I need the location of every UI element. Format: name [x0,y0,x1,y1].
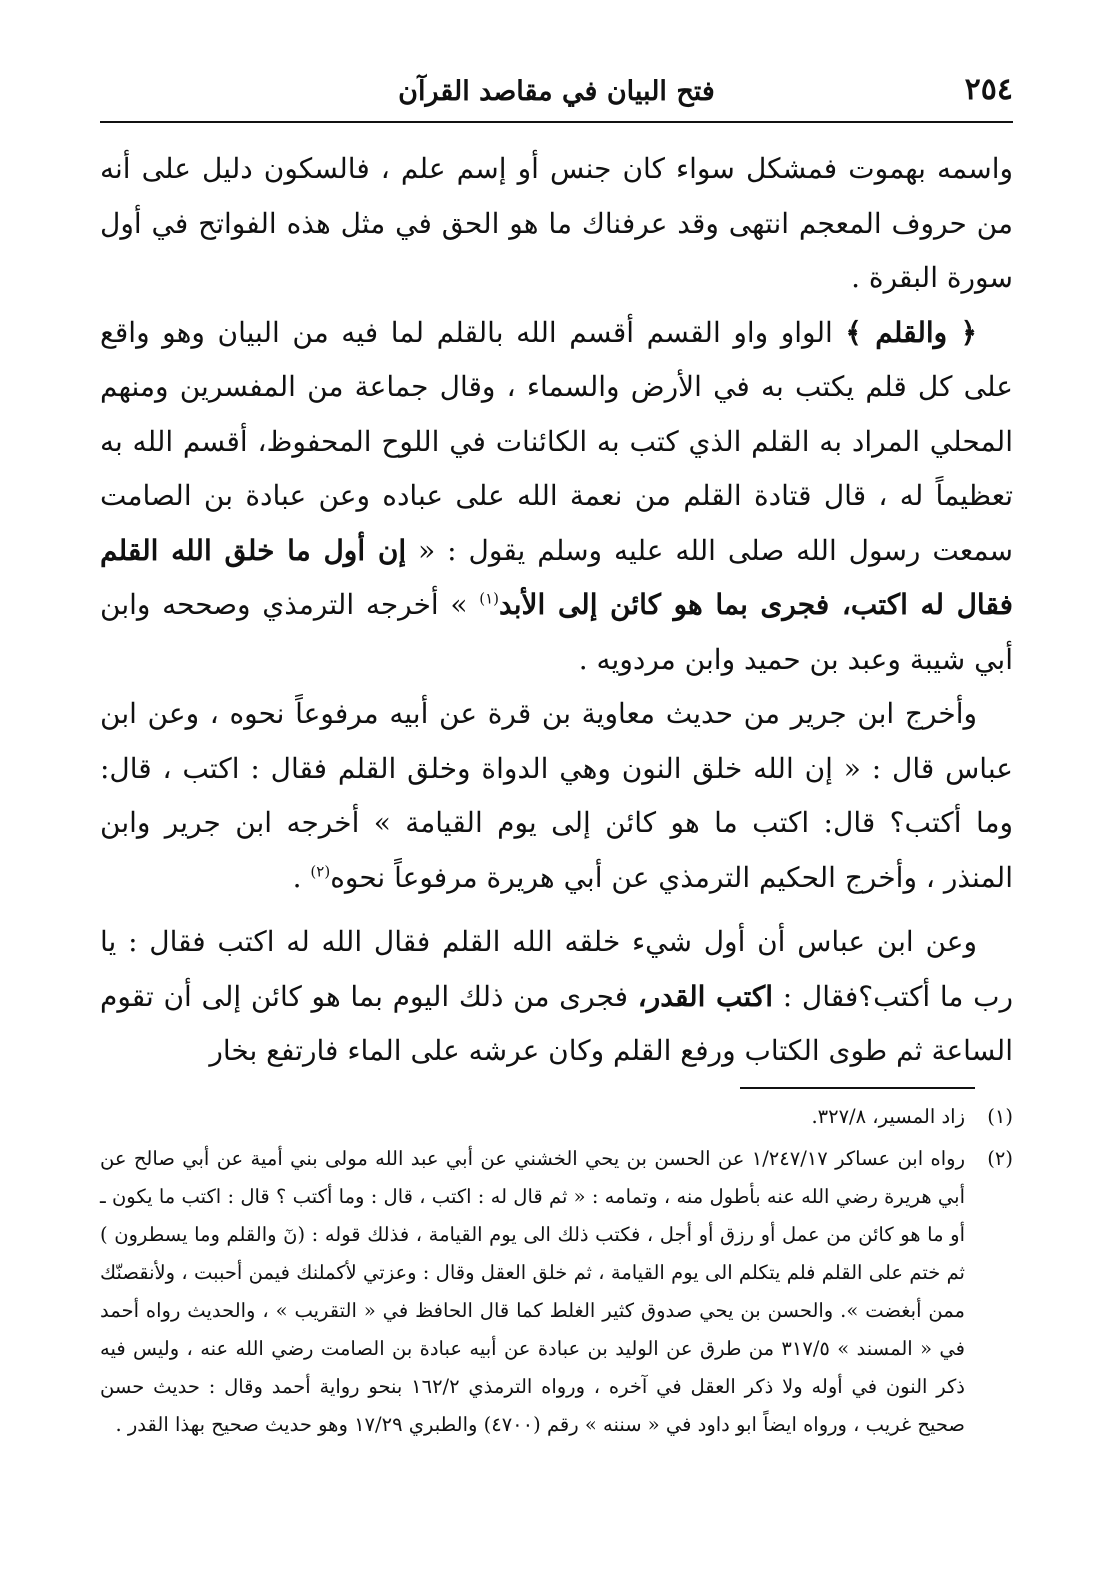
paragraph-2 [100,306,1013,688]
footnotes [100,1098,1013,1448]
footnote-rule [740,1087,975,1089]
paragraph-2-text-b: » أخرجه الترمذي وصححه وابن أبي شيبة وعبد بن حميد وابن مردويه . [100,588,1013,676]
paragraph-3 [100,687,1013,905]
quran-word: ﴿ والقلم ﴾ [845,315,977,349]
footnote-number: (٢) [987,1147,1013,1170]
footnote-ref-1[interactable]: (١) [479,589,500,608]
footnote-ref-2[interactable]: (٢) [310,862,331,881]
running-title: فتح البيان في مقاصد القرآن [398,76,715,107]
paragraph-4-emphasis: اكتب القدر، [637,979,774,1013]
paragraph-4-text-a: وعن ابن عباس أن أول شيء خلقه الله القلم فقال الله له اكتب فقال : يا رب ما أكتب؟فقال : [100,925,1013,1013]
main-text [100,142,1013,1079]
paragraph-4 [100,915,1013,1079]
paragraph-1: واسمه بهموت فمشكل سواء كان جنس أو إسم علم ، فالسكون دليل على أنه من حروف المعجم انتهى وقد عرفناك ما هو الحق في مثل هذه الفواتح في أول سورة البقرة . [100,152,1013,294]
footnote-number: (١) [987,1105,1013,1128]
footnote-2 [100,1140,1013,1444]
header-rule [100,121,1013,123]
paragraph-3-end: . [292,860,311,894]
footnote-1 [100,1098,1013,1136]
hadith-quote: إن أول ما خلق الله القلم فقال له اكتب، فجرى بما هو كائن إلى الأبد [100,533,1013,621]
paragraph-3-text: وأخرج ابن جرير من حديث معاوية بن قرة عن أبيه مرفوعاً نحوه ، وعن ابن عباس قال : « إن الله خلق النون وهي الدواة وخلق القلم فقال : اكتب ، قال: وما أكتب؟ قال: اكتب ما هو كائن إلى يوم القيامة » أخرجه ابن جرير وابن المنذر ، وأخرج الحكيم الترمذي عن أبي هريرة مرفوعاً نحوه [100,697,1013,894]
paragraph-4-text-b: فجرى من ذلك اليوم بما هو كائن إلى أن تقوم الساعة ثم طوى الكتاب ورفع القلم وكان عرشه على الماء فارتفع بخار [100,979,1013,1067]
page-number: ٢٥٤ [964,72,1013,107]
footnote-text: رواه ابن عساكر ١/٢٤٧/١٧ عن الحسن بن يحي الخشني عن أبي عبد الله مولى بني أمية عن أبي صالح عن أبي هريرة رضي الله عنه بأطول منه ، وتمامه : « ثم قال له : اكتب ، قال : وما أكتب ؟ قال : اكتب ما يكون ـ أو ما هو كائن من عمل أو رزق أو أجل ، فكتب ذلك الى يوم القيامة ، فذلك قوله : (نٓ والقلم وما يسطرون ) ثم ختم على القلم فلم يتكلم الى يوم القيامة ، ثم خلق العقل وقال : وعزتي لأكملنك فيمن أحببت ، ولأنقصنّك ممن أبغضت ». والحسن بن يحي صدوق كثير الغلط كما قال الحافظ في « التقريب » ، والحديث رواه أحمد في « المسند » ٣١٧/٥ من طرق عن الوليد بن عبادة عن أبيه عبادة بن الصامت رضي الله عنه ، وليس فيه ذكر النون في أوله ولا ذكر العقل في آخره ، ورواه الترمذي ١٦٢/٢ بنحو رواية أحمد وقال : حديث حسن صحيح غريب ، ورواه ايضاً ابو داود في « سننه » رقم (٤٧٠٠) والطبري ١٧/٢٩ وهو حديث صحيح بهذا القدر . [100,1147,965,1436]
page-header [100,60,1013,120]
footnote-text: زاد المسير، ٣٢٧/٨. [811,1105,965,1128]
paragraph-2-text-a: الواو واو القسم أقسم الله بالقلم لما فيه من البيان وهو واقع على كل قلم يكتب به في الأرض والسماء ، وقال جماعة من المفسرين ومنهم المحلي المراد به القلم الذي كتب به الكائنات في اللوح المحفوظ، أقسم الله به تعظيماً له ، قال قتادة القلم من نعمة الله على عباده وعن عبادة بن الصامت سمعت رسول الله صلى الله عليه وسلم يقول : « [100,315,1013,567]
